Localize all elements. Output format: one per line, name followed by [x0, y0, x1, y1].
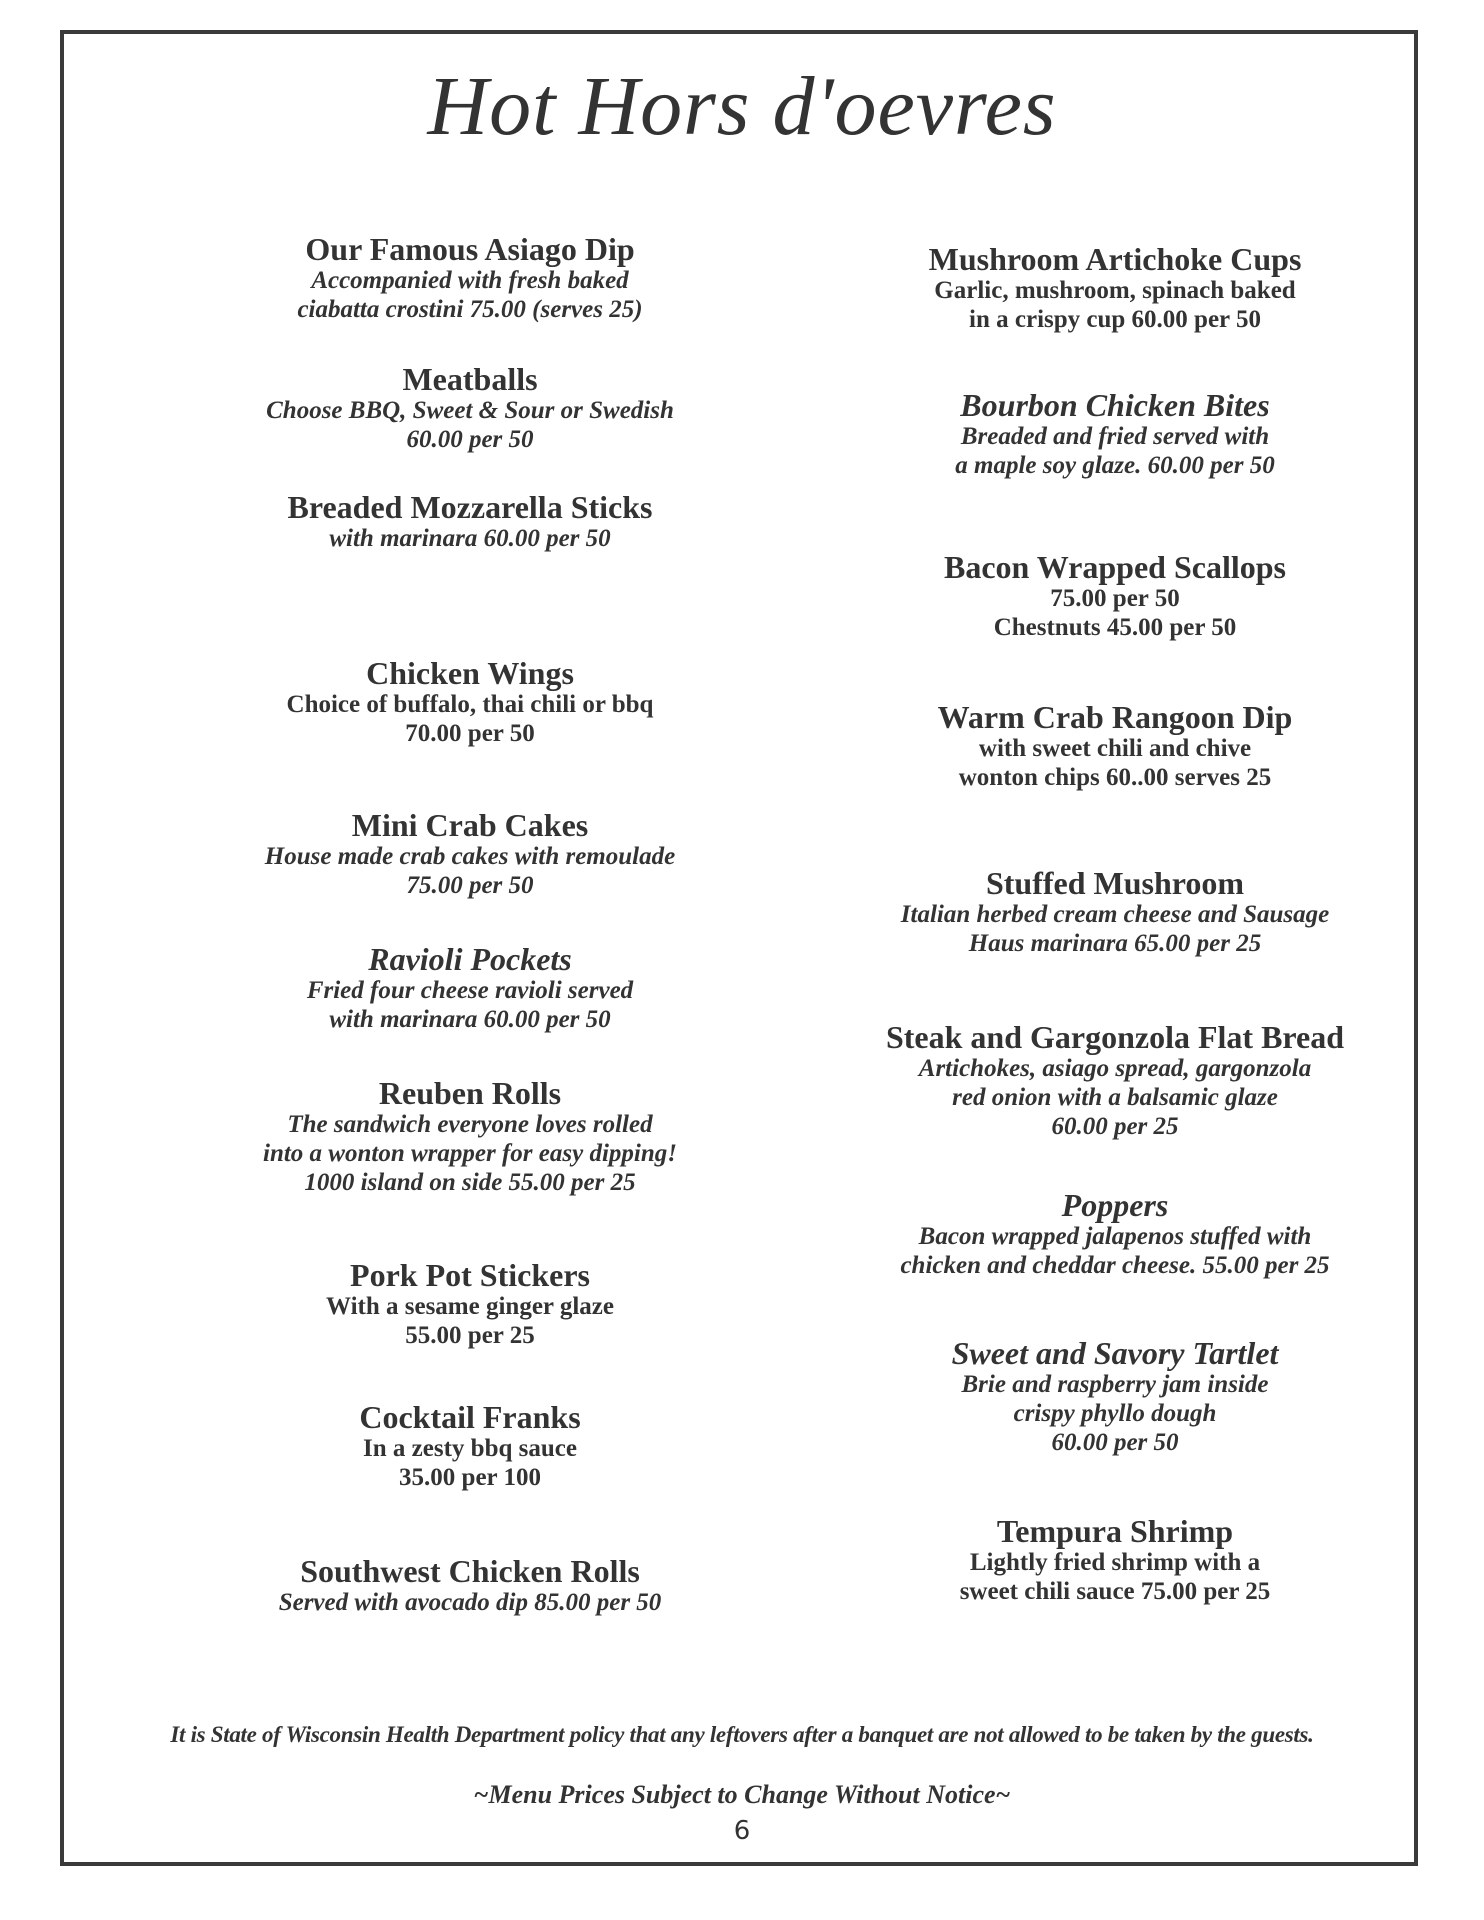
item-description: In a zesty bbq sauce 35.00 per 100: [363, 1435, 577, 1491]
item-name: Pork Pot Stickers: [350, 1257, 590, 1293]
item-name: Mushroom Artichoke Cups: [928, 241, 1302, 277]
item-description: Served with avocado dip 85.00 per 50: [278, 1589, 662, 1616]
menu-item: [160, 490, 780, 553]
menu-item: [160, 1554, 780, 1617]
item-name: Stuffed Mushroom: [985, 865, 1245, 901]
item-name: Sweet and Savory Tartlet: [951, 1335, 1279, 1371]
item-name: Steak and Gargonzola Flat Bread: [885, 1019, 1345, 1055]
item-description: with marinara 60.00 per 50: [329, 525, 611, 552]
item-description: Accompanied with fresh baked ciabatta crostini 75.00 (serves 25): [297, 267, 643, 323]
item-description: 75.00 per 50 Chestnuts 45.00 per 50: [993, 585, 1237, 641]
page-number: 6: [733, 1816, 751, 1846]
page-title: Hot Hors d'oevres: [427, 60, 1057, 153]
menu-item: [805, 1020, 1425, 1141]
item-name: Warm Crab Rangoon Dip: [937, 699, 1293, 735]
item-name: Breaded Mozzarella Sticks: [287, 489, 653, 525]
item-description: The sandwich everyone loves rolled into a wonton wrapper for easy dipping! 1000 island on side 55.00 per 25: [263, 1111, 677, 1196]
menu-item: [160, 942, 780, 1034]
item-name: Tempura Shrimp: [996, 1513, 1234, 1549]
item-description: Artichokes, asiago spread, gargonzola red onion with a balsamic glaze 60.00 per 25: [918, 1055, 1312, 1140]
menu-item: [805, 1336, 1425, 1457]
item-description: With a sesame ginger glaze 55.00 per 25: [326, 1293, 614, 1349]
menu-item: [805, 1188, 1425, 1280]
menu-item: [160, 656, 780, 748]
menu-item: [160, 1258, 780, 1350]
menu-item: [805, 388, 1425, 480]
menu-item: [805, 550, 1425, 642]
item-description: Choice of buffalo, thai chili or bbq 70.00 per 50: [286, 691, 654, 747]
item-description: Italian herbed cream cheese and Sausage Haus marinara 65.00 per 25: [900, 901, 1330, 957]
menu-item: [805, 242, 1425, 334]
health-policy-note: It is State of Wisconsin Health Department policy that any leftovers after a banquet are not allowed to be taken by the guests.: [170, 1722, 1314, 1747]
item-description: with sweet chili and chive wonton chips 60..00 serves 25: [958, 735, 1272, 791]
price-notice: ~Menu Prices Subject to Change Without Notice~: [473, 1780, 1011, 1809]
menu-item: [805, 700, 1425, 792]
item-name: Bacon Wrapped Scallops: [943, 549, 1286, 585]
item-description: House made crab cakes with remoulade 75.00 per 50: [264, 843, 676, 899]
item-name: Bourbon Chicken Bites: [960, 387, 1270, 423]
item-description: Garlic, mushroom, spinach baked in a crispy cup 60.00 per 50: [934, 277, 1296, 333]
menu-item: [160, 232, 780, 324]
item-name: Meatballs: [402, 361, 538, 397]
menu-item: [805, 866, 1425, 958]
item-description: Lightly fried shrimp with a sweet chili sauce 75.00 per 25: [959, 1549, 1271, 1605]
item-name: Mini Crab Cakes: [351, 807, 589, 843]
item-description: Breaded and fried served with a maple soy glaze. 60.00 per 50: [955, 423, 1275, 479]
menu-item: [160, 1400, 780, 1492]
menu-item: [805, 1514, 1425, 1606]
menu-item: [160, 1076, 780, 1197]
item-description: Brie and raspberry jam inside crispy phyllo dough 60.00 per 50: [961, 1371, 1269, 1456]
item-name: Chicken Wings: [366, 655, 574, 691]
item-name: Reuben Rolls: [378, 1075, 562, 1111]
menu-item: [160, 808, 780, 900]
item-name: Our Famous Asiago Dip: [305, 231, 635, 267]
item-name: Poppers: [1061, 1187, 1169, 1223]
menu-item: [160, 362, 780, 454]
item-name: Cocktail Franks: [359, 1399, 581, 1435]
item-name: Southwest Chicken Rolls: [300, 1553, 640, 1589]
item-name: Ravioli Pockets: [368, 941, 572, 977]
item-description: Bacon wrapped jalapenos stuffed with chicken and cheddar cheese. 55.00 per 25: [900, 1223, 1330, 1279]
item-description: Choose BBQ, Sweet & Sour or Swedish 60.00 per 50: [266, 397, 674, 453]
item-description: Fried four cheese ravioli served with marinara 60.00 per 50: [306, 977, 634, 1033]
